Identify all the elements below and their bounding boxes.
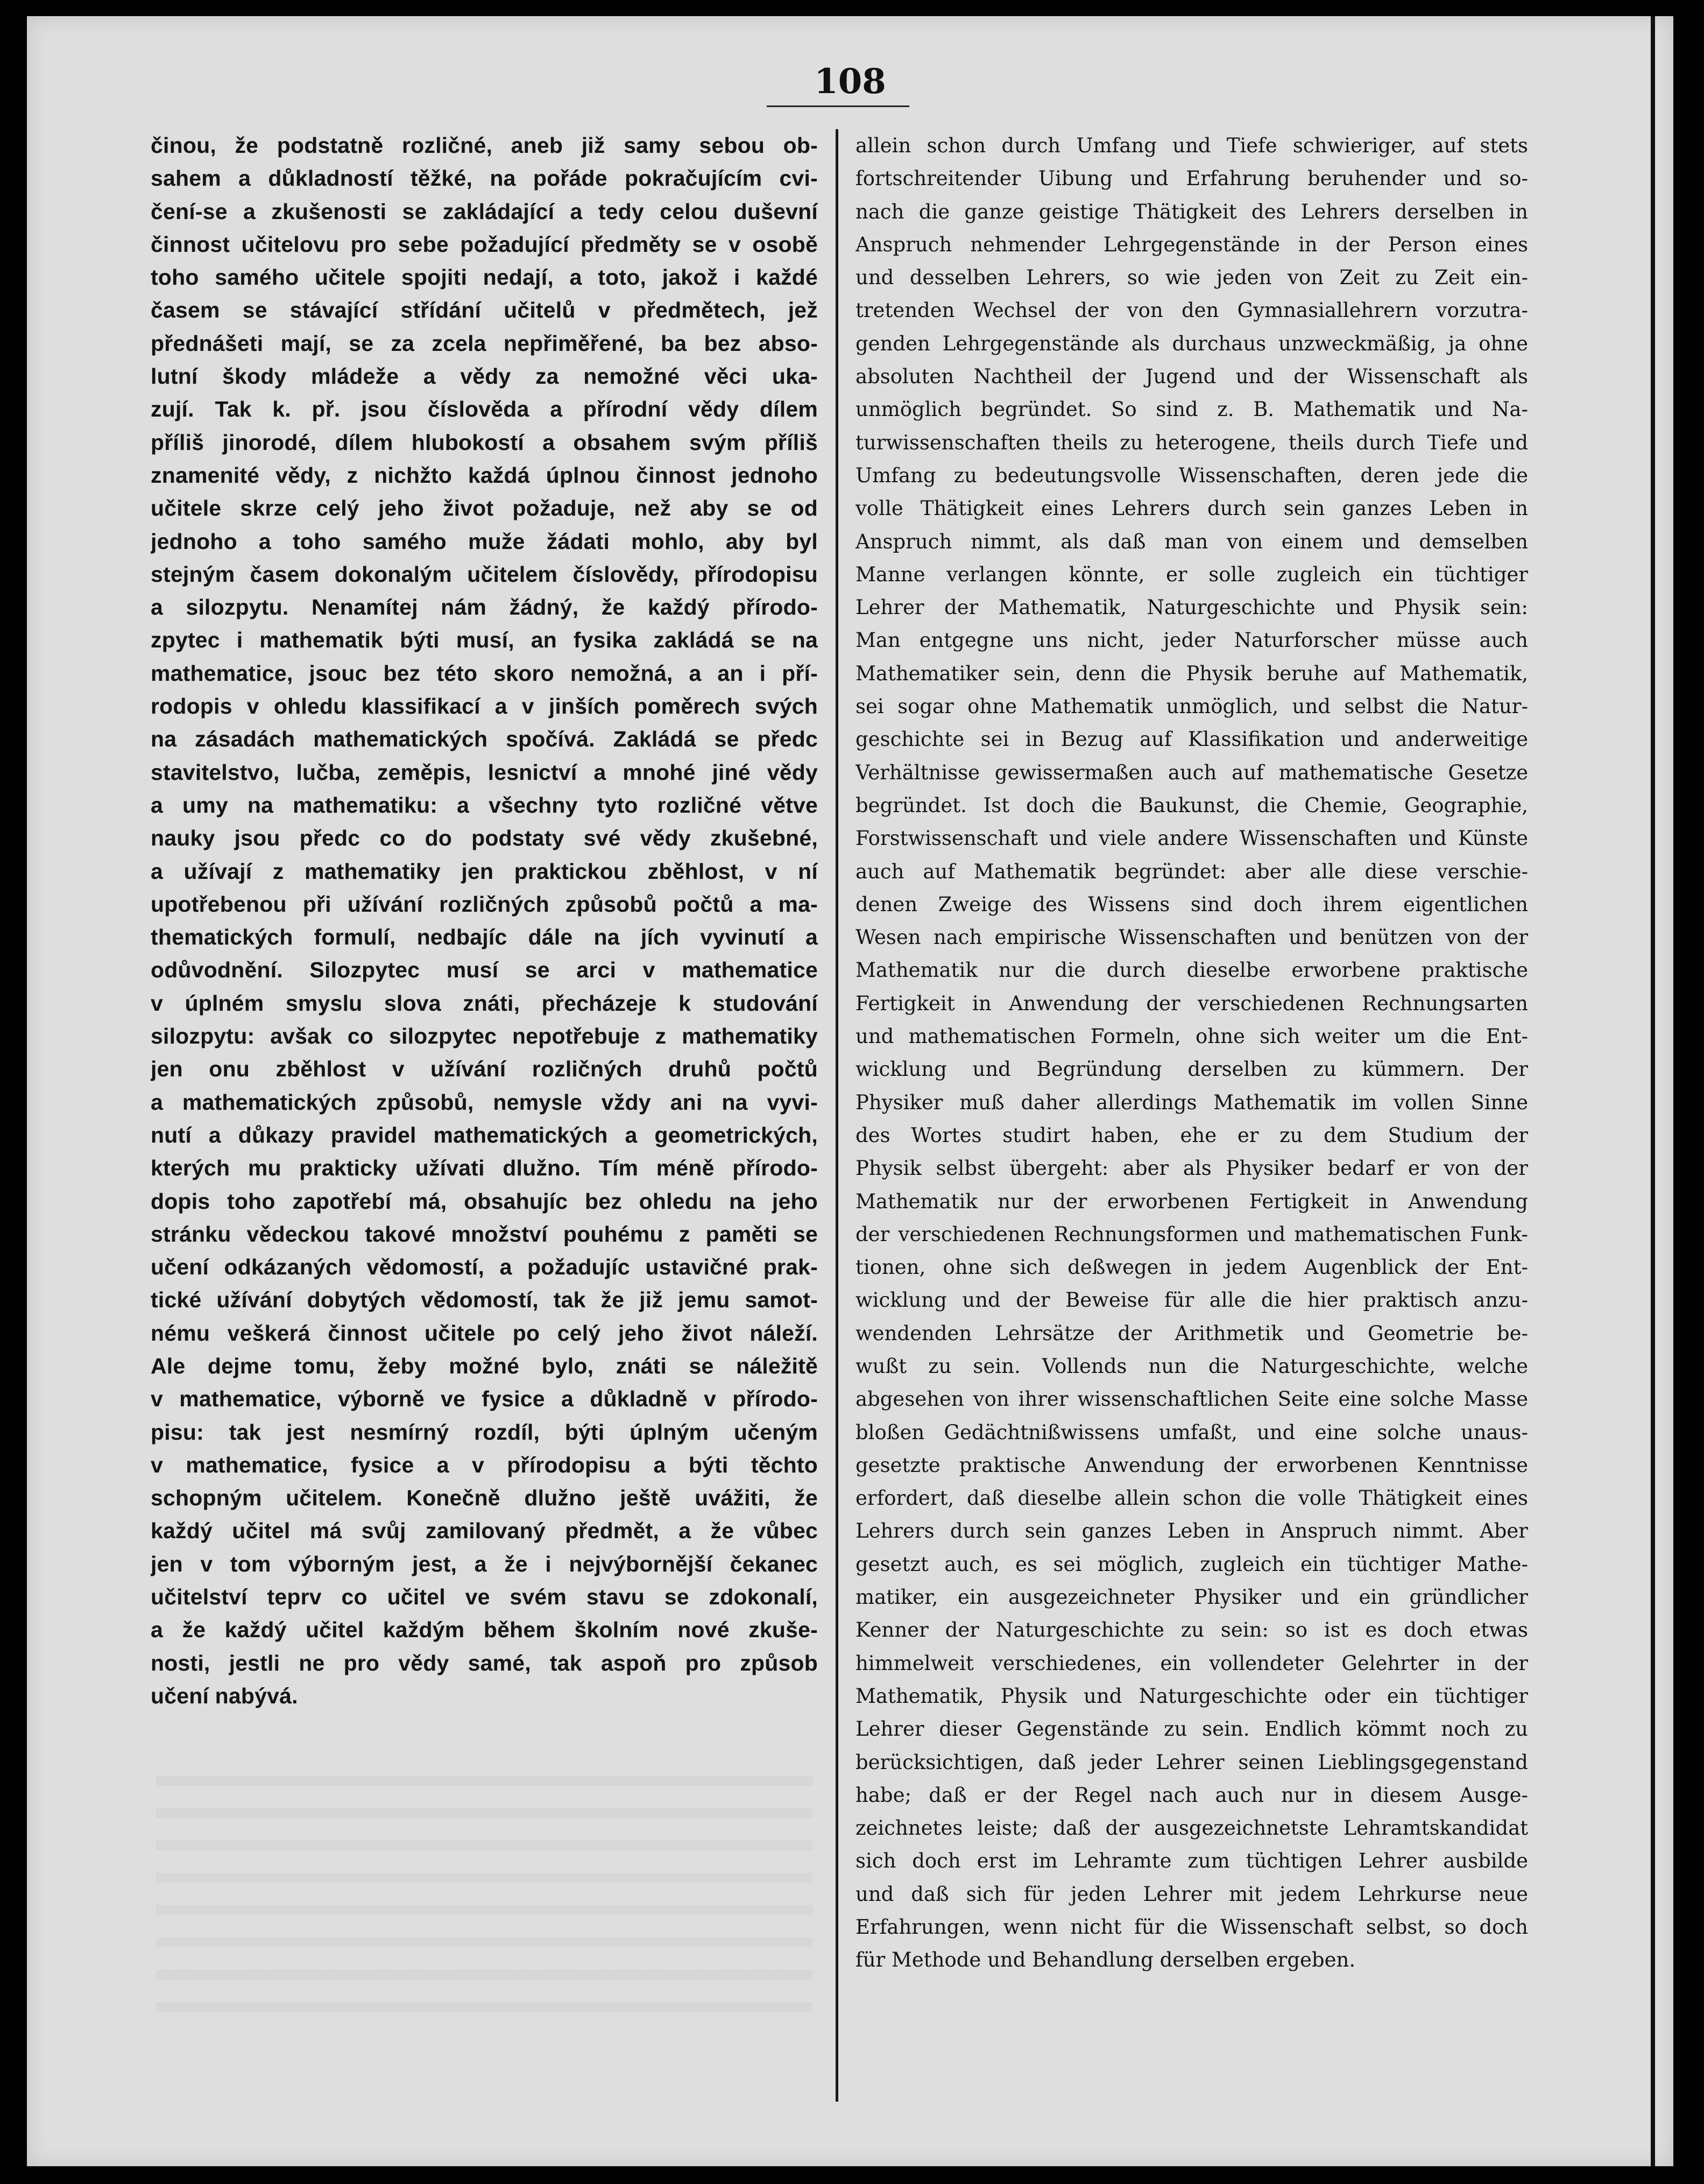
text-line: v úplném smyslu slova znáti, přecházeje k studování (151, 990, 818, 1016)
text-line: nutí a důkazy pravidel mathematických a geometrických, (151, 1122, 818, 1147)
text-line: fortschreitender Uibung und Erfahrung beruhender und so- (855, 167, 1528, 191)
text-line: bloßen Gedächtnißwissens umfaßt, und eine solche unaus- (855, 1420, 1528, 1444)
text-line: Physik selbst übergeht: aber als Physiker bedarf er von der (855, 1157, 1528, 1180)
text-line: Ale dejme tomu, žeby možné bylo, znáti se náležitě (151, 1353, 818, 1378)
text-line: Anspruch nehmender Lehrgegenstände in der Person eines (855, 233, 1528, 256)
bleed-through-shadow (156, 1776, 812, 2034)
text-line: v mathematice, výborně ve fysice a důkladně v přírodo- (151, 1386, 818, 1412)
column-divider (836, 129, 838, 2102)
text-line: Forstwissenschaft und viele andere Wissenschaften und Künste (855, 827, 1528, 850)
text-line: wußt zu sein. Vollends nun die Naturgeschichte, welche (855, 1354, 1528, 1378)
text-line: Mathematiker sein, denn die Physik beruhe auf Mathematik, (855, 661, 1528, 685)
text-line: turwissenschaften theils zu heterogene, theils durch Tiefe und (855, 431, 1528, 454)
text-line: tické užívání dobytých vědomostí, tak že již jemu samot- (151, 1287, 818, 1313)
text-line: Verhältnisse gewissermaßen auch auf mathematische Gesetze (855, 760, 1528, 784)
text-line: abgesehen von ihrer wissenschaftlichen Seite eine solche Masse (855, 1387, 1528, 1411)
text-line: gesetzte praktische Anwendung der erworbenen Kenntnisse (855, 1453, 1528, 1477)
text-line: Anspruch nimmt, als daß man von einem und demselben (855, 530, 1528, 553)
text-line: sahem a důkladností těžké, na pořáde pokračujícím cvi- (151, 166, 818, 191)
text-line: wendenden Lehrsätze der Arithmetik und Geometrie be- (855, 1321, 1528, 1345)
text-line: tionen, ohne sich deßwegen in jedem Augenblick der Ent- (855, 1256, 1528, 1279)
text-line: stejným časem dokonalým učitelem číslovědy, přírodopisu (151, 561, 818, 587)
text-line: geschichte sei in Bezug auf Klassifikation und anderweitige (855, 728, 1528, 751)
text-line: Physiker muß daher allerdings Mathematik im vollen Sinne (855, 1090, 1528, 1114)
text-line: des Wortes studirt haben, ehe er zu dem Studium der (855, 1123, 1528, 1147)
text-line: časem se stávající střídání učitelů v předmětech, jež (151, 298, 818, 323)
text-line: v mathematice, fysice a v přírodopisu a býti těchto (151, 1452, 818, 1477)
text-line: na zásadách mathematických spočívá. Zakládá se předc (151, 727, 818, 752)
text-line: a silozpytu. Nenamítej nám žádný, že každý přírodo- (151, 595, 818, 620)
text-line: lutní škody mládeže a vědy za nemožné věci uka- (151, 364, 818, 389)
text-line: Mathematik nur die durch dieselbe erworbene praktische (855, 959, 1528, 982)
text-line: genden Lehrgegenstände als durchaus unzweckmäßig, ja ohne (855, 332, 1528, 355)
text-line: Man entgegne uns nicht, jeder Naturforscher müsse auch (855, 629, 1528, 652)
text-line: příliš jinorodé, dílem hlubokostí a obsahem svým příliš (151, 429, 818, 455)
text-line: für Methode und Behandlung derselben ergeben. (855, 1948, 1356, 1972)
text-line: unmöglich begründet. So sind z. B. Mathematik und Na- (855, 398, 1528, 421)
text-line: habe; daß er der Regel nach auch nur in diesem Ausge- (855, 1783, 1528, 1807)
czech-text-column (151, 129, 818, 1713)
text-line: odůvodnění. Silozpytec musí se arci v mathematice (151, 957, 818, 983)
text-line: begründet. Ist doch die Baukunst, die Chemie, Geographie, (855, 793, 1528, 817)
text-line: und mathematischen Formeln, ohne sich weiter um die Ent- (855, 1025, 1528, 1048)
text-line: schopným učitelem. Konečně dlužno ještě uvážiti, že (151, 1485, 818, 1511)
text-line: Mathematik, Physik und Naturgeschichte oder ein tüchtiger (855, 1684, 1528, 1708)
text-line: a mathematických způsobů, nemysle vždy ani na vyvi- (151, 1089, 818, 1115)
text-line: auch auf Mathematik begründet: aber alle diese verschie- (855, 859, 1528, 883)
text-line: volle Thätigkeit eines Lehrers durch sein ganzes Leben in (855, 497, 1528, 520)
text-line: toho samého učitele spojiti nedají, a toto, jakož i každé (151, 265, 818, 290)
text-line: učitelství teprv co učitel ve svém stavu se zdokonalí, (151, 1584, 818, 1610)
text-line: zpytec i mathematik býti musí, an fysika zakládá se na (151, 628, 818, 653)
text-line: allein schon durch Umfang und Tiefe schwieriger, auf stets (855, 134, 1528, 157)
text-line: a užívají z mathematiky jen praktickou zběhlost, v ní (151, 858, 818, 884)
german-text-column (855, 129, 1528, 1977)
page-number: 108 (814, 61, 886, 102)
text-line: Wesen nach empirische Wissenschaften und benützen von der (855, 926, 1528, 949)
text-line: Mathematik nur der erworbenen Fertigkeit in Anwendung (855, 1189, 1528, 1213)
text-line: činnost učitelovu pro sebe požadující předměty se v osobě (151, 231, 818, 257)
text-line: Erfahrungen, wenn nicht für die Wissenschaft selbst, so doch (855, 1915, 1528, 1939)
text-line: und daß sich für jeden Lehrer mit jedem Lehrkurse neue (855, 1882, 1528, 1906)
text-line: thematických formulí, nedbajíc dále na jích vyvinutí a (151, 925, 818, 950)
text-line: zují. Tak k. př. jsou číslověda a přírodní vědy dílem (151, 397, 818, 422)
text-line: jen onu zběhlost v užívání rozličných druhů počtů (151, 1056, 818, 1082)
text-line: Fertigkeit in Anwendung der verschiedenen Rechnungsarten (855, 991, 1528, 1015)
text-line: Manne verlangen könnte, er solle zugleich ein tüchtiger (855, 562, 1528, 586)
text-line: mathematice, jsouc bez této skoro nemožná, a an i pří- (151, 660, 818, 686)
text-line: gesetzt auch, es sei möglich, zugleich ein tüchtiger Mathe- (855, 1552, 1528, 1576)
text-line: nauky jsou předc co do podstaty své vědy zkušebné, (151, 826, 818, 851)
text-line: und desselben Lehrers, so wie jeden von Zeit zu Zeit ein- (855, 266, 1528, 290)
text-line: matiker, ein ausgezeichneter Physiker und ein gründlicher (855, 1586, 1528, 1609)
text-line: činou, že podstatně rozličné, aneb již samy sebou ob- (151, 133, 818, 158)
text-line: Lehrer dieser Gegenstände zu sein. Endlich kömmt noch zu (855, 1717, 1528, 1741)
text-line: učitele skrze celý jeho život požaduje, než aby se od (151, 496, 818, 521)
text-line: Umfang zu bedeutungsvolle Wissenschaften, deren jede die (855, 463, 1528, 487)
text-line: každý učitel má svůj zamilovaný předmět, a že vůbec (151, 1518, 818, 1544)
text-line: zeichnetes leiste; daß der ausgezeichnetste Lehramtskandidat (855, 1816, 1528, 1840)
text-line: pisu: tak jest nesmírný rozdíl, býti úplným učeným (151, 1419, 818, 1445)
text-line: rodopis v ohledu klassifikací a v jinších poměrech svých (151, 694, 818, 719)
text-line: der verschiedenen Rechnungsformen und mathematischen Funk- (855, 1222, 1528, 1246)
text-line: stavitelstvo, lučba, zeměpis, lesnictví a mnohé jiné vědy (151, 759, 818, 785)
text-line: erfordert, daß dieselbe allein schon die volle Thätigkeit eines (855, 1486, 1528, 1510)
text-line: Lehrers durch sein ganzes Leben in Anspruch nimmt. Aber (855, 1519, 1528, 1543)
text-line: stránku vědeckou takové množství pouhému z paměti se (151, 1221, 818, 1246)
text-line: himmelweit verschiedenes, ein vollendeter Gelehrter in der (855, 1651, 1528, 1675)
text-line: denen Zweige des Wissens sind doch ihrem eigentlichen (855, 892, 1528, 916)
text-line: jednoho a toho samého muže žádati mohlo, aby byl (151, 529, 818, 554)
text-line: Kenner der Naturgeschichte zu sein: so ist es doch etwas (855, 1618, 1528, 1642)
page-edge (1651, 16, 1655, 2166)
text-line: a umy na mathematiku: a všechny tyto rozličné větve (151, 792, 818, 818)
text-line: jen v tom výborným jest, a že i nejvýbornější čekanec (151, 1551, 818, 1576)
text-line: berücksichtigen, daß jeder Lehrer seinen Lieblingsgegenstand (855, 1750, 1528, 1774)
text-line: nému veškerá činnost učitele po celý jeho život náleží. (151, 1320, 818, 1345)
text-line: sei sogar ohne Mathematik unmöglich, und selbst die Natur- (855, 695, 1528, 718)
text-line: kterých mu prakticky užívati dlužno. Tím méně přírodo- (151, 1156, 818, 1181)
text-line: wicklung und der Beweise für alle die hier praktisch anzu- (855, 1288, 1528, 1312)
text-line: znamenité vědy, z nichžto každá úplnou činnost jednoho (151, 462, 818, 488)
text-line: a že každý učitel každým během školním nové zkuše- (151, 1617, 818, 1643)
text-line: učení odkázaných vědomostí, a požadujíc ustavičné prak- (151, 1255, 818, 1280)
text-line: nosti, jestli ne pro vědy samé, tak aspoň pro způsob (151, 1650, 818, 1675)
text-line: učení nabývá. (151, 1683, 298, 1708)
header-rule (767, 105, 909, 107)
text-line: přednášeti mají, se za zcela nepřiměřené, ba bez abso- (151, 330, 818, 356)
text-line: upotřebenou při užívání rozličných způsobů počtů a ma- (151, 891, 818, 917)
text-line: wicklung und Begründung derselben zu kümmern. Der (855, 1058, 1528, 1081)
text-line: Lehrer der Mathematik, Naturgeschichte und Physik sein: (855, 596, 1528, 619)
text-line: silozpytu: avšak co silozpytec nepotřebuje z mathematiky (151, 1024, 818, 1049)
text-line: čení-se a zkušenosti se zakládající a tedy celou duševní (151, 199, 818, 224)
text-line: absoluten Nachtheil der Jugend und der Wissenschaft als (855, 365, 1528, 389)
text-line: sich doch erst im Lehramte zum tüchtigen Lehrer ausbilde (855, 1849, 1528, 1873)
text-line: nach die ganze geistige Thätigkeit des Lehrers derselben in (855, 200, 1528, 223)
text-line: tretenden Wechsel der von den Gymnasiallehrern vorzutra- (855, 299, 1528, 322)
text-line: dopis toho zapotřebí má, obsahujíc bez ohledu na jeho (151, 1188, 818, 1214)
